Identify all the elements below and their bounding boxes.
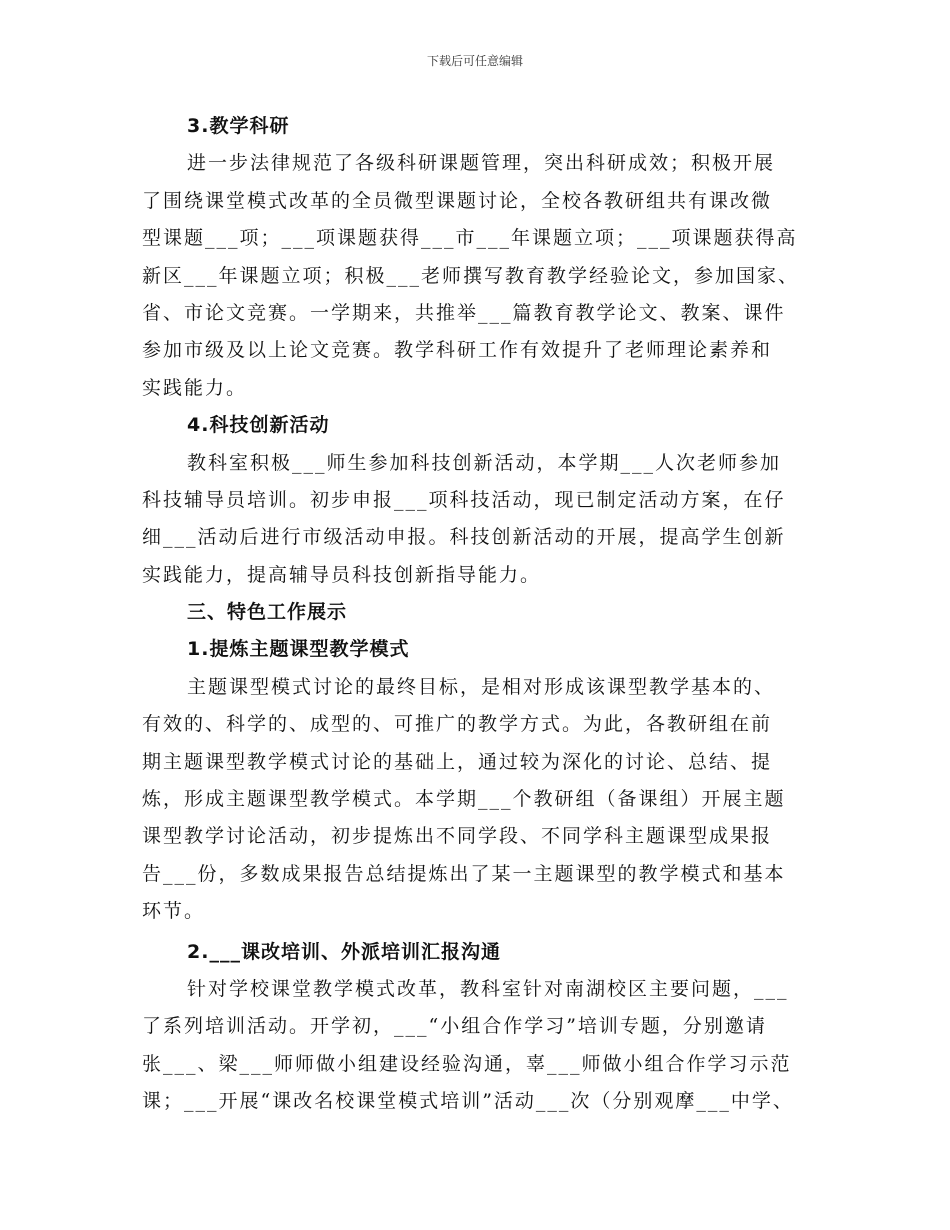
paragraph-line: 有效的、科学的、成型的、可推广的教学方式。为此，各教研组在前 bbox=[142, 713, 773, 736]
section-heading-featured-work: 三、特色工作展示 bbox=[187, 601, 348, 624]
paragraph-line: 主题课型模式讨论的最终目标，是相对形成该课型教学基本的、 bbox=[187, 675, 776, 698]
paragraph-line: 炼，形成主题课型教学模式。本学期___个教研组（备课组）开展主题 bbox=[142, 788, 786, 811]
document-body bbox=[142, 108, 810, 1121]
paragraph-line: 进一步法律规范了各级科研课题管理，突出科研成效；积极开展 bbox=[187, 152, 776, 175]
paragraph-line: 省、市论文竞赛。一学期来，共推举___篇教育教学论文、教案、课件 bbox=[142, 301, 786, 324]
paragraph-line: 张___、梁___师师做小组建设经验沟通，辜___师做小组合作学习示范 bbox=[142, 1052, 792, 1075]
paragraph-line: 告___份，多数成果报告总结提炼出了某一主题课型的教学模式和基本 bbox=[142, 862, 786, 885]
paragraph-line: 实践能力。 bbox=[142, 376, 248, 399]
paragraph-line: 课型教学讨论活动，初步提炼出不同学段、不同学科主题课型成果报 bbox=[142, 825, 773, 848]
paragraph-line: 了系列培训活动。开学初，___“小组合作学习”培训专题，分别邀请 bbox=[142, 1015, 767, 1038]
section-heading-training: 2.___课改培训、外派培训汇报沟通 bbox=[187, 940, 501, 963]
paragraph-line: 细___活动后进行市级活动申报。科技创新活动的开展，提高学生创新 bbox=[142, 526, 786, 549]
paragraph-line: 针对学校课堂教学模式改革，教科室针对南湖校区主要问题，___ bbox=[187, 977, 789, 1000]
paragraph-line: 课；___开展“课改名校课堂模式培训”活动___次（分别观摩___中学、 bbox=[142, 1090, 794, 1113]
paragraph-line: 实践能力，提高辅导员科技创新指导能力。 bbox=[142, 563, 542, 586]
section-heading-teaching-model: 1.提炼主题课型教学模式 bbox=[187, 638, 410, 661]
paragraph-line: 期主题课型教学模式讨论的基础上，通过较为深化的讨论、总结、提 bbox=[142, 750, 773, 773]
paragraph-line: 教科室积极___师生参加科技创新活动，本学期___人次老师参加 bbox=[187, 451, 782, 474]
paragraph-line: 科技辅导员培训。初步申报___项科技活动，现已制定活动方案，在仔 bbox=[142, 488, 786, 511]
paragraph-line: 型课题___项；___项课题获得___市___年课题立项；___项课题获得高 bbox=[142, 227, 798, 250]
paragraph-line: 新区___年课题立项；积极___老师撰写教育教学经验论文，参加国家、 bbox=[142, 264, 800, 287]
section-heading-tech-innovation: 4.科技创新活动 bbox=[187, 414, 330, 437]
section-heading-teaching-research: 3.教学科研 bbox=[187, 115, 290, 137]
paragraph-line: 了围绕课堂模式改革的全员微型课题讨论，全校各教研组共有课改微 bbox=[142, 189, 773, 212]
page-header: 下载后可任意编辑 bbox=[426, 54, 523, 68]
paragraph-line: 参加市级及以上论文竞赛。教学科研工作有效提升了老师理论素养和 bbox=[142, 339, 773, 362]
paragraph-line: 环节。 bbox=[142, 900, 206, 923]
